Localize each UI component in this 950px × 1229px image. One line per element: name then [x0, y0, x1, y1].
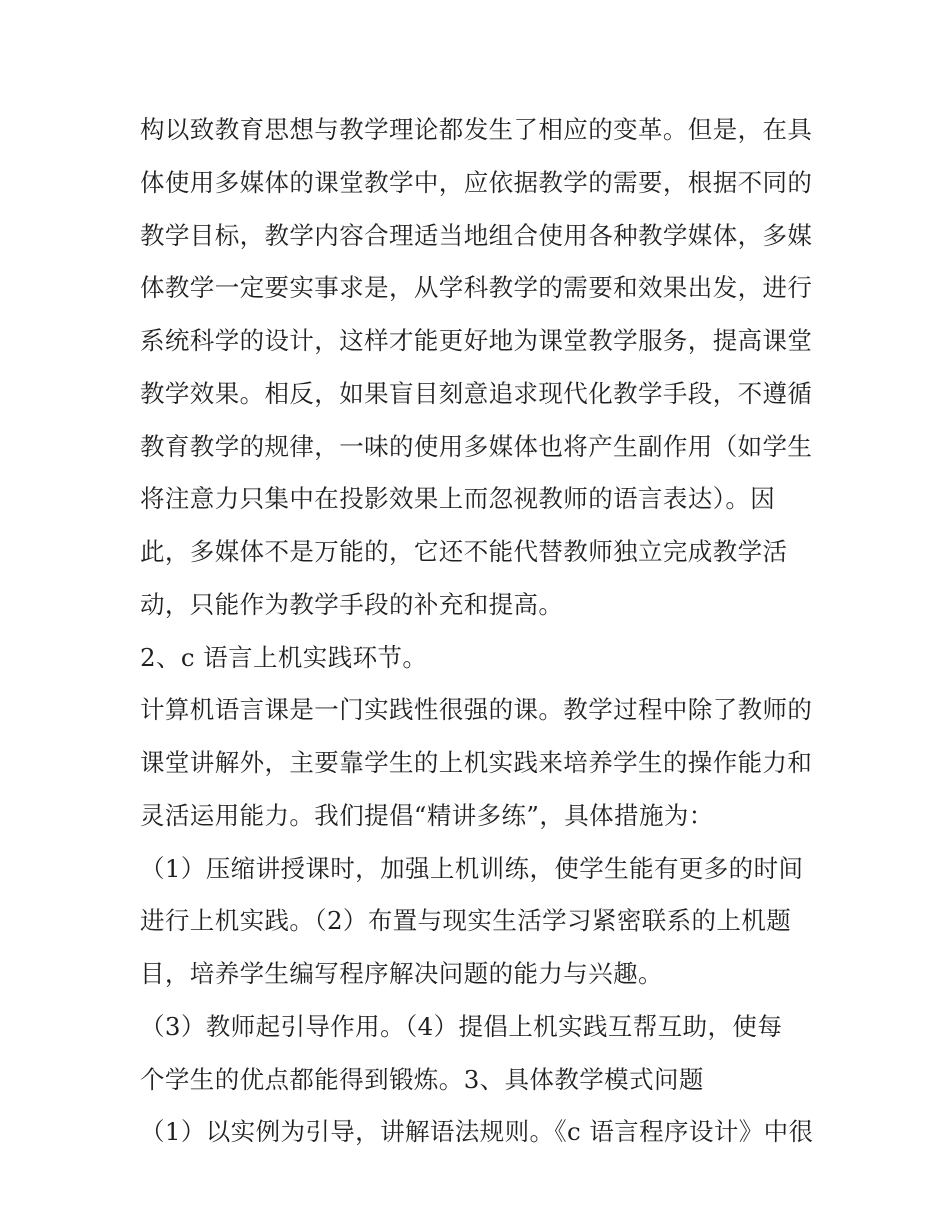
text-line: 动，只能作为教学手段的补充和提高。	[140, 589, 564, 619]
text-line: 构以致教育思想与教学理论都发生了相应的变革。但是，在具	[140, 115, 813, 144]
text-line: 计算机语言课是一门实践性很强的课。教学过程中除了教师的	[140, 695, 813, 725]
text-line: 课堂讲解外，主要靠学生的上机实践来培养学生的操作能力和	[140, 748, 813, 777]
text-line: 教育教学的规律，一味的使用多媒体也将产生副作用（如学生	[140, 431, 813, 461]
text-line: 灵活运用能力。我们提倡“精讲多练”，具体措施为：	[140, 800, 714, 830]
text-line: 系统科学的设计，这样才能更好地为课堂教学服务，提高课堂	[140, 326, 813, 355]
text-line: 教学目标，教学内容合理适当地组合使用各种教学媒体，多媒	[140, 220, 813, 250]
text-line: 目，培养学生编写程序解决问题的能力与兴趣。	[140, 959, 663, 988]
text-line: 将注意力只集中在投影效果上而忽视教师的语言表达）。因	[140, 484, 776, 514]
text-line: 教学效果。相反，如果盲目刻意追求现代化教学手段，不遵循	[140, 378, 813, 408]
text-line: 体教学一定要实事求是，从学科教学的需要和效果出发，进行	[140, 273, 813, 303]
text-line: （1）以实例为引导，讲解语法规则。《c 语言程序设计》中很	[140, 1117, 814, 1147]
text-line: 个学生的优点都能得到锻炼。3、具体教学模式问题	[140, 1064, 704, 1094]
text-line: （3）教师起引导作用。（4）提倡上机实践互帮互助，使每	[140, 1011, 783, 1041]
text-line: 进行上机实践。（2）布置与现实生活学习紧密联系的上机题	[140, 906, 792, 936]
document-body	[140, 104, 820, 1159]
text-line: 体使用多媒体的课堂教学中，应依据教学的需要，根据不同的	[140, 167, 813, 197]
text-line: 此，多媒体不是万能的，它还不能代替教师独立完成教学活	[140, 537, 788, 566]
text-line: （1）压缩讲授课时，加强上机训练，使学生能有更多的时间	[140, 853, 804, 883]
section-heading-line: 2、c 语言上机实践环节。	[140, 642, 428, 672]
